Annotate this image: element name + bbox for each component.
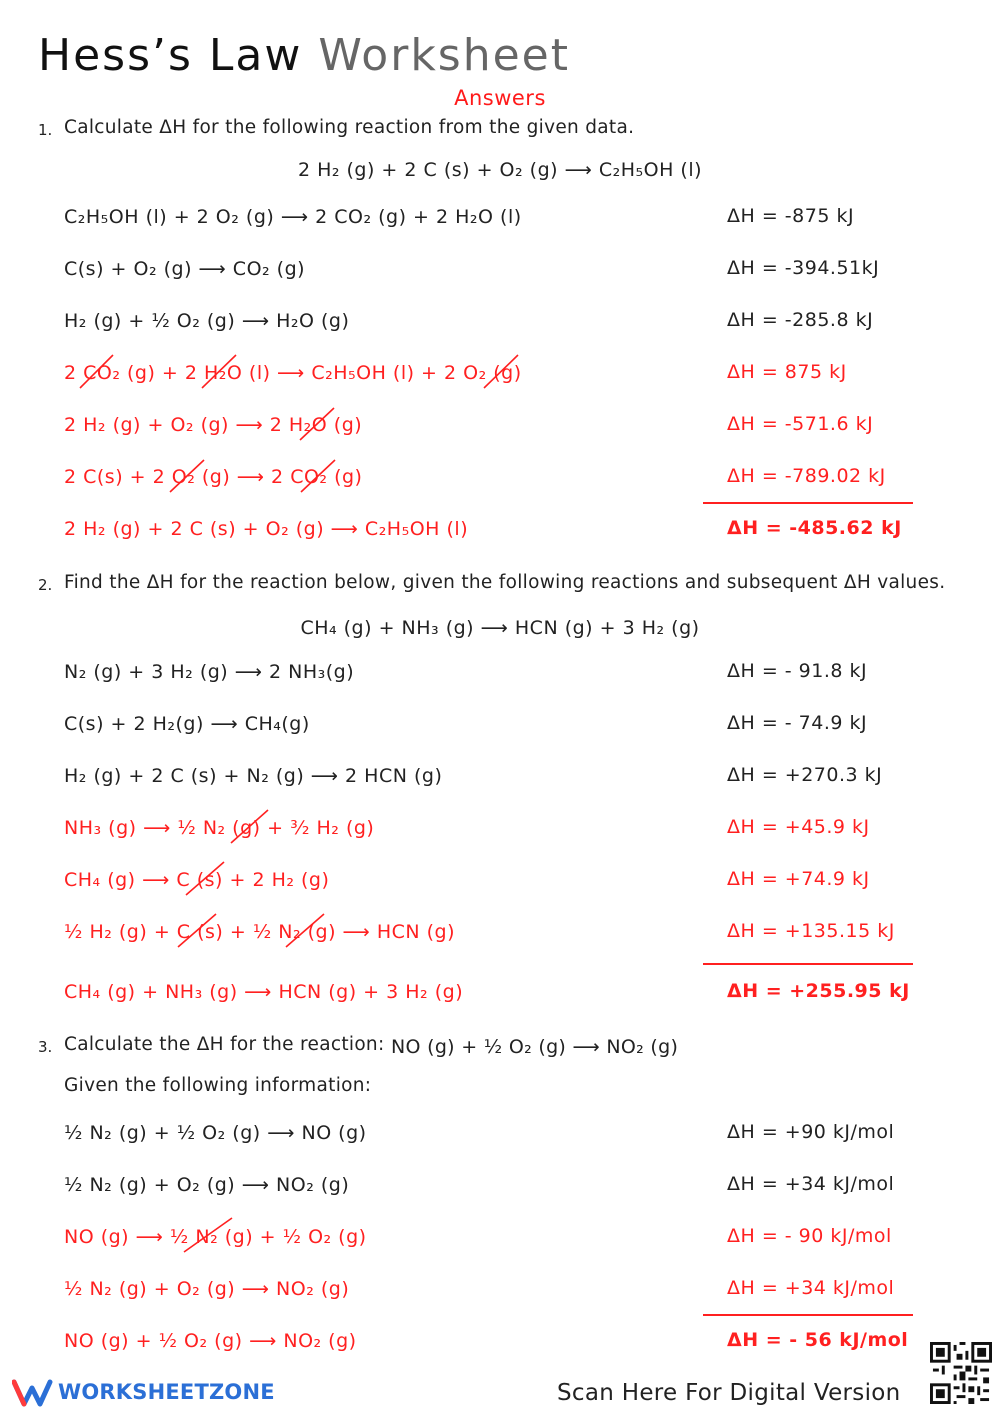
q1-result-eq: 2 H₂ (g) + 2 C (s) + O₂ (g) ⟶ C₂H₅OH (l) [64,518,469,540]
q1-result-dh: ΔH = -485.62 kJ [727,517,902,539]
q1-given-dh-3: ΔH = -285.8 kJ [727,309,874,331]
q1-given-dh-2: ΔH = -394.51kJ [727,257,880,279]
q3-target-reaction: NO (g) + ½ O₂ (g) ⟶ NO₂ (g) [391,1036,679,1058]
q3-given-dh-1: ΔH = +90 kJ/mol [727,1121,895,1143]
strike-q1-co2 [80,355,113,388]
q1-given-dh-1: ΔH = -875 kJ [727,205,855,227]
qr-code-icon[interactable] [930,1342,992,1404]
q3-step-dh-2: ΔH = +34 kJ/mol [727,1277,895,1299]
q2-given-eq-1: N₂ (g) + 3 H₂ (g) ⟶ 2 NH₃(g) [64,661,355,683]
q3-given-dh-2: ΔH = +34 kJ/mol [727,1173,895,1195]
q1-step-dh-2: ΔH = -571.6 kJ [727,413,874,435]
q1-step-dh-3: ΔH = -789.02 kJ [727,465,886,487]
strike-q1-co2-2 [301,460,335,492]
q2-step-eq-2: CH₄ (g) ⟶ C (s) + 2 H₂ (g) [64,869,330,891]
q1-step-eq-1: 2 CO₂ (g) + 2 H₂O (l) ⟶ C₂H₅OH (l) + 2 O₂ (g) [64,362,522,384]
strike-q2-c [186,862,224,895]
q3-given-label: Given the following information: [64,1075,372,1096]
q2-step-dh-1: ΔH = +45.9 kJ [727,816,870,838]
q2-step-dh-3: ΔH = +135.15 kJ [727,920,895,942]
q2-step-eq-3: ½ H₂ (g) + C (s) + ½ N₂ (g) ⟶ HCN (g) [64,921,456,943]
strike-q2-n2-2 [286,914,324,947]
scan-text: Scan Here For Digital Version [557,1380,901,1406]
q3-number: 3. [38,1038,53,1056]
page-title: Hess’s Law Worksheet [38,30,570,81]
answers-subtitle: Answers [454,86,546,110]
q1-number: 1. [38,121,53,139]
q3-result-eq: NO (g) + ½ O₂ (g) ⟶ NO₂ (g) [64,1330,357,1352]
q3-given-eq-2: ½ N₂ (g) + O₂ (g) ⟶ NO₂ (g) [64,1174,350,1196]
strike-q1-o2-2 [170,460,204,492]
q2-result-dh: ΔH = +255.95 kJ [727,980,910,1002]
q3-question: Calculate the ΔH for the reaction: [64,1034,385,1055]
q1-step-dh-1: ΔH = 875 kJ [727,361,847,383]
q1-question: Calculate ΔH for the following reaction from the given data. [64,117,635,138]
strike-q1-o2-product [484,355,518,388]
worksheetzone-logo-icon [12,1374,62,1410]
q2-given-eq-2: C(s) + 2 H₂(g) ⟶ CH₄(g) [64,713,310,735]
q2-given-dh-3: ΔH = +270.3 kJ [727,764,883,786]
q2-given-eq-3: H₂ (g) + 2 C (s) + N₂ (g) ⟶ 2 HCN (g) [64,765,443,787]
brand-logo-text: WORKSHEETZONE [58,1380,275,1404]
q3-result-dh: ΔH = - 56 kJ/mol [727,1329,909,1351]
q2-number: 2. [38,576,53,594]
q2-given-dh-1: ΔH = - 91.8 kJ [727,660,868,682]
q3-step-dh-1: ΔH = - 90 kJ/mol [727,1225,892,1247]
q3-given-eq-1: ½ N₂ (g) + ½ O₂ (g) ⟶ NO (g) [64,1122,367,1144]
q2-target-reaction: CH₄ (g) + NH₃ (g) ⟶ HCN (g) + 3 H₂ (g) [300,617,700,639]
q1-given-eq-3: H₂ (g) + ½ O₂ (g) ⟶ H₂O (g) [64,310,350,332]
strike-q2-n2 [231,810,268,843]
q3-step-eq-1: NO (g) ⟶ ½ N₂ (g) + ½ O₂ (g) [64,1226,367,1248]
q1-given-eq-2: C(s) + O₂ (g) ⟶ CO₂ (g) [64,258,306,280]
q1-given-eq-1: C₂H₅OH (l) + 2 O₂ (g) ⟶ 2 CO₂ (g) + 2 H₂O (l) [64,206,522,228]
strike-q3-n2 [184,1218,232,1252]
q1-step-eq-2: 2 H₂ (g) + O₂ (g) ⟶ 2 H₂O (g) [64,414,363,436]
q1-target-reaction: 2 H₂ (g) + 2 C (s) + O₂ (g) ⟶ C₂H₅OH (l) [297,159,703,181]
strike-q1-h2o [202,355,236,388]
q2-given-dh-2: ΔH = - 74.9 kJ [727,712,868,734]
strike-q1-h2o-2 [300,408,334,440]
strike-q2-c-2 [178,914,216,947]
q2-step-dh-2: ΔH = +74.9 kJ [727,868,870,890]
q2-step-eq-1: NH₃ (g) ⟶ ½ N₂ (g) + ³⁄₂ H₂ (g) [64,817,375,839]
q3-step-eq-2: ½ N₂ (g) + O₂ (g) ⟶ NO₂ (g) [64,1278,350,1300]
q1-step-eq-3: 2 C(s) + 2 O₂ (g) ⟶ 2 CO₂ (g) [64,466,363,488]
q2-question: Find the ΔH for the reaction below, given the following reactions and subsequent ΔH values. [64,572,946,593]
q2-result-eq: CH₄ (g) + NH₃ (g) ⟶ HCN (g) + 3 H₂ (g) [64,981,464,1003]
